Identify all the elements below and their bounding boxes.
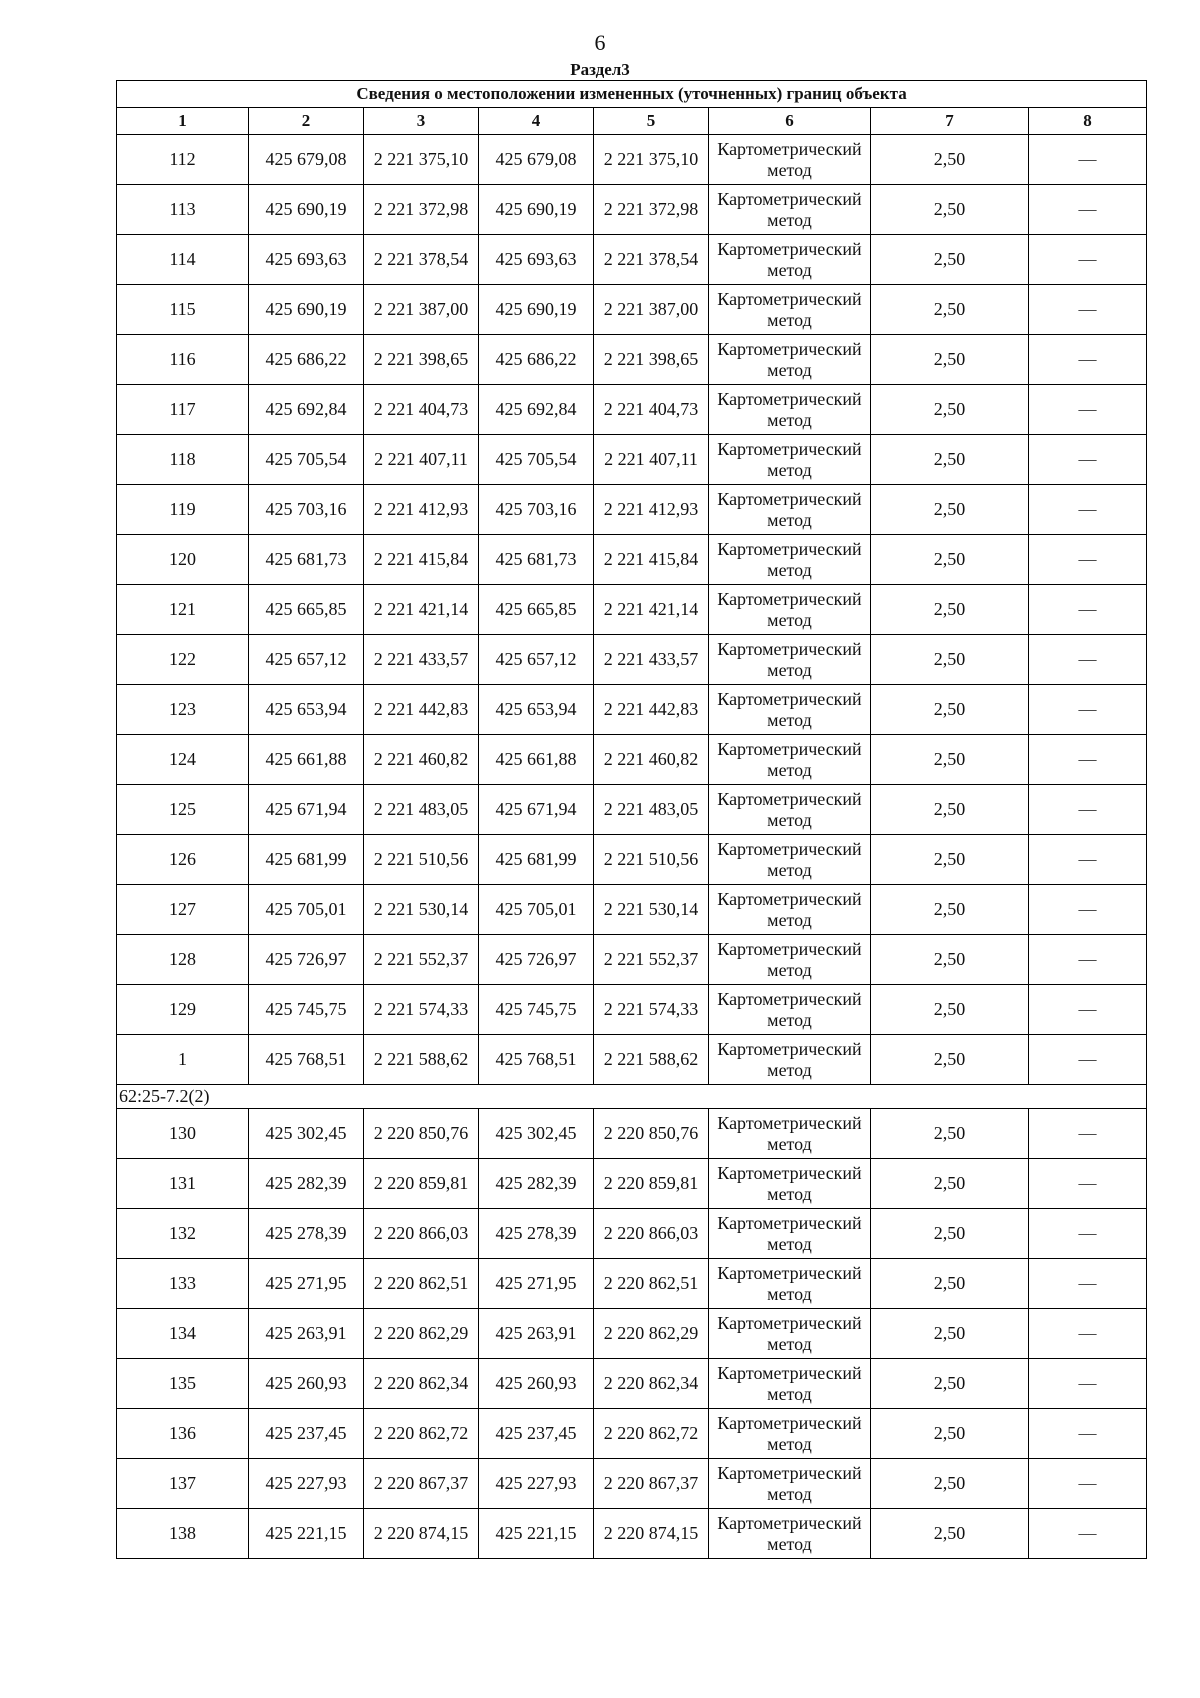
column-header: 4: [479, 108, 594, 135]
method-cell: Картометрический метод: [709, 585, 871, 635]
y-refined-cell: 2 221 530,14: [594, 885, 709, 935]
y-refined-cell: 2 221 552,37: [594, 935, 709, 985]
x-existing-cell: 425 263,91: [249, 1309, 364, 1359]
point-number-cell: 120: [117, 535, 249, 585]
method-cell: Картометрический метод: [709, 185, 871, 235]
y-refined-cell: 2 221 378,54: [594, 235, 709, 285]
x-refined-cell: 425 690,19: [479, 185, 594, 235]
x-refined-cell: 425 221,15: [479, 1509, 594, 1559]
description-cell: —: [1029, 985, 1147, 1035]
y-existing-cell: 2 221 398,65: [364, 335, 479, 385]
accuracy-cell: 2,50: [871, 1035, 1029, 1085]
point-number-cell: 126: [117, 835, 249, 885]
point-number-cell: 122: [117, 635, 249, 685]
y-existing-cell: 2 220 859,81: [364, 1159, 479, 1209]
point-number-cell: 137: [117, 1459, 249, 1509]
description-cell: —: [1029, 185, 1147, 235]
accuracy-cell: 2,50: [871, 735, 1029, 785]
x-refined-cell: 425 278,39: [479, 1209, 594, 1259]
x-existing-cell: 425 221,15: [249, 1509, 364, 1559]
description-cell: —: [1029, 335, 1147, 385]
point-number-cell: 131: [117, 1159, 249, 1209]
x-refined-cell: 425 679,08: [479, 135, 594, 185]
y-refined-cell: 2 220 862,51: [594, 1259, 709, 1309]
x-refined-cell: 425 703,16: [479, 485, 594, 535]
point-number-cell: 127: [117, 885, 249, 935]
description-cell: —: [1029, 535, 1147, 585]
method-cell: Картометрический метод: [709, 1259, 871, 1309]
y-refined-cell: 2 221 387,00: [594, 285, 709, 335]
x-existing-cell: 425 282,39: [249, 1159, 364, 1209]
description-cell: —: [1029, 1035, 1147, 1085]
x-existing-cell: 425 657,12: [249, 635, 364, 685]
accuracy-cell: 2,50: [871, 385, 1029, 435]
x-existing-cell: 425 703,16: [249, 485, 364, 535]
method-cell: Картометрический метод: [709, 735, 871, 785]
accuracy-cell: 2,50: [871, 1159, 1029, 1209]
table-row: [117, 685, 1147, 735]
point-number-cell: 119: [117, 485, 249, 535]
point-number-cell: 114: [117, 235, 249, 285]
accuracy-cell: 2,50: [871, 785, 1029, 835]
y-refined-cell: 2 220 866,03: [594, 1209, 709, 1259]
y-refined-cell: 2 221 415,84: [594, 535, 709, 585]
accuracy-cell: 2,50: [871, 835, 1029, 885]
x-existing-cell: 425 653,94: [249, 685, 364, 735]
x-refined-cell: 425 692,84: [479, 385, 594, 435]
x-existing-cell: 425 227,93: [249, 1459, 364, 1509]
x-existing-cell: 425 690,19: [249, 285, 364, 335]
table-body: [117, 135, 1147, 1559]
point-number-cell: 134: [117, 1309, 249, 1359]
x-refined-cell: 425 690,19: [479, 285, 594, 335]
y-refined-cell: 2 221 375,10: [594, 135, 709, 185]
table-row: [117, 1459, 1147, 1509]
method-cell: Картометрический метод: [709, 435, 871, 485]
method-cell: Картометрический метод: [709, 235, 871, 285]
method-cell: Картометрический метод: [709, 1109, 871, 1159]
y-existing-cell: 2 221 433,57: [364, 635, 479, 685]
y-existing-cell: 2 221 387,00: [364, 285, 479, 335]
description-cell: —: [1029, 1159, 1147, 1209]
y-existing-cell: 2 221 460,82: [364, 735, 479, 785]
x-existing-cell: 425 686,22: [249, 335, 364, 385]
y-refined-cell: 2 221 404,73: [594, 385, 709, 435]
point-number-cell: 129: [117, 985, 249, 1035]
table-row: [117, 485, 1147, 535]
y-existing-cell: 2 221 415,84: [364, 535, 479, 585]
point-number-cell: 1: [117, 1035, 249, 1085]
description-cell: —: [1029, 235, 1147, 285]
point-number-cell: 115: [117, 285, 249, 335]
method-cell: Картометрический метод: [709, 835, 871, 885]
description-cell: —: [1029, 1309, 1147, 1359]
y-refined-cell: 2 221 412,93: [594, 485, 709, 535]
x-refined-cell: 425 726,97: [479, 935, 594, 985]
table-row: [117, 185, 1147, 235]
column-header: 3: [364, 108, 479, 135]
x-refined-cell: 425 282,39: [479, 1159, 594, 1209]
x-existing-cell: 425 705,54: [249, 435, 364, 485]
y-existing-cell: 2 220 862,34: [364, 1359, 479, 1409]
description-cell: —: [1029, 1359, 1147, 1409]
x-existing-cell: 425 745,75: [249, 985, 364, 1035]
x-refined-cell: 425 665,85: [479, 585, 594, 635]
y-existing-cell: 2 220 862,29: [364, 1309, 479, 1359]
accuracy-cell: 2,50: [871, 435, 1029, 485]
accuracy-cell: 2,50: [871, 1259, 1029, 1309]
method-cell: Картометрический метод: [709, 635, 871, 685]
point-number-cell: 112: [117, 135, 249, 185]
boundary-coordinates-table: [116, 80, 1147, 1559]
point-number-cell: 121: [117, 585, 249, 635]
table-row: [117, 1359, 1147, 1409]
y-existing-cell: 2 221 421,14: [364, 585, 479, 635]
y-refined-cell: 2 220 862,72: [594, 1409, 709, 1459]
x-refined-cell: 425 653,94: [479, 685, 594, 735]
x-refined-cell: 425 705,01: [479, 885, 594, 935]
group-label: 62:25-7.2(2): [117, 1085, 1147, 1109]
x-existing-cell: 425 768,51: [249, 1035, 364, 1085]
x-refined-cell: 425 686,22: [479, 335, 594, 385]
table-row: [117, 535, 1147, 585]
column-header: 7: [871, 108, 1029, 135]
y-refined-cell: 2 221 421,14: [594, 585, 709, 635]
accuracy-cell: 2,50: [871, 635, 1029, 685]
point-number-cell: 136: [117, 1409, 249, 1459]
section-title: Раздел3: [570, 60, 630, 79]
method-cell: Картометрический метод: [709, 135, 871, 185]
y-existing-cell: 2 221 552,37: [364, 935, 479, 985]
y-refined-cell: 2 221 433,57: [594, 635, 709, 685]
y-refined-cell: 2 221 407,11: [594, 435, 709, 485]
column-header: 1: [117, 108, 249, 135]
description-cell: —: [1029, 435, 1147, 485]
table-row: [117, 1035, 1147, 1085]
x-existing-cell: 425 690,19: [249, 185, 364, 235]
accuracy-cell: 2,50: [871, 135, 1029, 185]
accuracy-cell: 2,50: [871, 1309, 1029, 1359]
table-row: [117, 1509, 1147, 1559]
x-refined-cell: 425 681,99: [479, 835, 594, 885]
description-cell: —: [1029, 585, 1147, 635]
method-cell: Картометрический метод: [709, 1459, 871, 1509]
x-refined-cell: 425 657,12: [479, 635, 594, 685]
table-row: [117, 1209, 1147, 1259]
point-number-cell: 124: [117, 735, 249, 785]
x-refined-cell: 425 693,63: [479, 235, 594, 285]
x-refined-cell: 425 263,91: [479, 1309, 594, 1359]
table-caption: Сведения о местоположении измененных (уточненных) границ объекта: [117, 81, 1147, 108]
method-cell: Картометрический метод: [709, 1159, 871, 1209]
method-cell: Картометрический метод: [709, 1359, 871, 1409]
x-refined-cell: 425 768,51: [479, 1035, 594, 1085]
y-existing-cell: 2 220 867,37: [364, 1459, 479, 1509]
method-cell: Картометрический метод: [709, 1209, 871, 1259]
point-number-cell: 132: [117, 1209, 249, 1259]
point-number-cell: 113: [117, 185, 249, 235]
table-row: [117, 835, 1147, 885]
description-cell: —: [1029, 385, 1147, 435]
method-cell: Картометрический метод: [709, 1035, 871, 1085]
table-row: [117, 235, 1147, 285]
column-header-row: [117, 108, 1147, 135]
point-number-cell: 128: [117, 935, 249, 985]
point-number-cell: 117: [117, 385, 249, 435]
y-refined-cell: 2 221 510,56: [594, 835, 709, 885]
column-header: 2: [249, 108, 364, 135]
y-existing-cell: 2 221 483,05: [364, 785, 479, 835]
accuracy-cell: 2,50: [871, 285, 1029, 335]
accuracy-cell: 2,50: [871, 985, 1029, 1035]
y-existing-cell: 2 221 510,56: [364, 835, 479, 885]
y-refined-cell: 2 221 372,98: [594, 185, 709, 235]
method-cell: Картометрический метод: [709, 1509, 871, 1559]
point-number-cell: 138: [117, 1509, 249, 1559]
y-existing-cell: 2 221 530,14: [364, 885, 479, 935]
y-refined-cell: 2 221 460,82: [594, 735, 709, 785]
column-header: 5: [594, 108, 709, 135]
table-row: [117, 635, 1147, 685]
x-refined-cell: 425 237,45: [479, 1409, 594, 1459]
table-row: [117, 1259, 1147, 1309]
y-refined-cell: 2 221 574,33: [594, 985, 709, 1035]
point-number-cell: 118: [117, 435, 249, 485]
method-cell: Картометрический метод: [709, 285, 871, 335]
x-existing-cell: 425 671,94: [249, 785, 364, 835]
y-refined-cell: 2 221 588,62: [594, 1035, 709, 1085]
x-refined-cell: 425 271,95: [479, 1259, 594, 1309]
method-cell: Картометрический метод: [709, 335, 871, 385]
description-cell: —: [1029, 1459, 1147, 1509]
x-refined-cell: 425 671,94: [479, 785, 594, 835]
description-cell: —: [1029, 1409, 1147, 1459]
y-existing-cell: 2 221 588,62: [364, 1035, 479, 1085]
x-refined-cell: 425 681,73: [479, 535, 594, 585]
y-existing-cell: 2 220 866,03: [364, 1209, 479, 1259]
accuracy-cell: 2,50: [871, 485, 1029, 535]
y-existing-cell: 2 220 850,76: [364, 1109, 479, 1159]
method-cell: Картометрический метод: [709, 385, 871, 435]
y-refined-cell: 2 220 867,37: [594, 1459, 709, 1509]
description-cell: —: [1029, 735, 1147, 785]
point-number-cell: 123: [117, 685, 249, 735]
table-row: [117, 135, 1147, 185]
method-cell: Картометрический метод: [709, 985, 871, 1035]
description-cell: —: [1029, 1109, 1147, 1159]
description-cell: —: [1029, 1209, 1147, 1259]
y-existing-cell: 2 221 378,54: [364, 235, 479, 285]
accuracy-cell: 2,50: [871, 585, 1029, 635]
y-existing-cell: 2 221 375,10: [364, 135, 479, 185]
x-existing-cell: 425 692,84: [249, 385, 364, 435]
description-cell: —: [1029, 485, 1147, 535]
description-cell: —: [1029, 835, 1147, 885]
table-row: [117, 885, 1147, 935]
x-existing-cell: 425 693,63: [249, 235, 364, 285]
y-existing-cell: 2 220 862,72: [364, 1409, 479, 1459]
column-header: 6: [709, 108, 871, 135]
table-row: [117, 785, 1147, 835]
y-refined-cell: 2 220 862,34: [594, 1359, 709, 1409]
y-refined-cell: 2 221 483,05: [594, 785, 709, 835]
method-cell: Картометрический метод: [709, 1309, 871, 1359]
point-number-cell: 135: [117, 1359, 249, 1409]
y-refined-cell: 2 220 862,29: [594, 1309, 709, 1359]
x-existing-cell: 425 705,01: [249, 885, 364, 935]
accuracy-cell: 2,50: [871, 1359, 1029, 1409]
y-refined-cell: 2 220 850,76: [594, 1109, 709, 1159]
y-existing-cell: 2 221 372,98: [364, 185, 479, 235]
x-refined-cell: 425 260,93: [479, 1359, 594, 1409]
x-existing-cell: 425 681,99: [249, 835, 364, 885]
y-existing-cell: 2 221 574,33: [364, 985, 479, 1035]
x-refined-cell: 425 705,54: [479, 435, 594, 485]
description-cell: —: [1029, 935, 1147, 985]
point-number-cell: 133: [117, 1259, 249, 1309]
description-cell: —: [1029, 1509, 1147, 1559]
method-cell: Картометрический метод: [709, 935, 871, 985]
x-existing-cell: 425 665,85: [249, 585, 364, 635]
table-row: [117, 1409, 1147, 1459]
accuracy-cell: 2,50: [871, 1459, 1029, 1509]
y-refined-cell: 2 220 874,15: [594, 1509, 709, 1559]
y-refined-cell: 2 220 859,81: [594, 1159, 709, 1209]
point-number-cell: 130: [117, 1109, 249, 1159]
table-row: [117, 1309, 1147, 1359]
accuracy-cell: 2,50: [871, 1409, 1029, 1459]
y-refined-cell: 2 221 398,65: [594, 335, 709, 385]
description-cell: —: [1029, 685, 1147, 735]
description-cell: —: [1029, 1259, 1147, 1309]
description-cell: —: [1029, 785, 1147, 835]
method-cell: Картометрический метод: [709, 485, 871, 535]
description-cell: —: [1029, 635, 1147, 685]
x-refined-cell: 425 745,75: [479, 985, 594, 1035]
method-cell: Картометрический метод: [709, 685, 871, 735]
table-row: [117, 335, 1147, 385]
y-existing-cell: 2 221 407,11: [364, 435, 479, 485]
method-cell: Картометрический метод: [709, 785, 871, 835]
description-cell: —: [1029, 135, 1147, 185]
x-existing-cell: 425 260,93: [249, 1359, 364, 1409]
accuracy-cell: 2,50: [871, 235, 1029, 285]
description-cell: —: [1029, 285, 1147, 335]
table-row: [117, 435, 1147, 485]
x-existing-cell: 425 726,97: [249, 935, 364, 985]
accuracy-cell: 2,50: [871, 885, 1029, 935]
method-cell: Картометрический метод: [709, 885, 871, 935]
x-refined-cell: 425 661,88: [479, 735, 594, 785]
x-existing-cell: 425 681,73: [249, 535, 364, 585]
x-existing-cell: 425 661,88: [249, 735, 364, 785]
table-row: [117, 585, 1147, 635]
accuracy-cell: 2,50: [871, 1509, 1029, 1559]
y-existing-cell: 2 221 442,83: [364, 685, 479, 735]
x-existing-cell: 425 271,95: [249, 1259, 364, 1309]
table-row: [117, 735, 1147, 785]
column-header: 8: [1029, 108, 1147, 135]
table-row: [117, 935, 1147, 985]
accuracy-cell: 2,50: [871, 1209, 1029, 1259]
x-existing-cell: 425 302,45: [249, 1109, 364, 1159]
page-number: 6: [594, 30, 606, 55]
x-refined-cell: 425 302,45: [479, 1109, 594, 1159]
point-number-cell: 116: [117, 335, 249, 385]
accuracy-cell: 2,50: [871, 535, 1029, 585]
accuracy-cell: 2,50: [871, 1109, 1029, 1159]
group-row: [117, 1085, 1147, 1109]
x-existing-cell: 425 237,45: [249, 1409, 364, 1459]
y-existing-cell: 2 220 874,15: [364, 1509, 479, 1559]
x-existing-cell: 425 679,08: [249, 135, 364, 185]
point-number-cell: 125: [117, 785, 249, 835]
x-refined-cell: 425 227,93: [479, 1459, 594, 1509]
table-row: [117, 285, 1147, 335]
accuracy-cell: 2,50: [871, 335, 1029, 385]
y-existing-cell: 2 221 412,93: [364, 485, 479, 535]
x-existing-cell: 425 278,39: [249, 1209, 364, 1259]
accuracy-cell: 2,50: [871, 685, 1029, 735]
table-row: [117, 985, 1147, 1035]
table-row: [117, 385, 1147, 435]
description-cell: —: [1029, 885, 1147, 935]
y-existing-cell: 2 221 404,73: [364, 385, 479, 435]
method-cell: Картометрический метод: [709, 1409, 871, 1459]
accuracy-cell: 2,50: [871, 935, 1029, 985]
table-row: [117, 1159, 1147, 1209]
accuracy-cell: 2,50: [871, 185, 1029, 235]
method-cell: Картометрический метод: [709, 535, 871, 585]
y-existing-cell: 2 220 862,51: [364, 1259, 479, 1309]
y-refined-cell: 2 221 442,83: [594, 685, 709, 735]
table-row: [117, 1109, 1147, 1159]
